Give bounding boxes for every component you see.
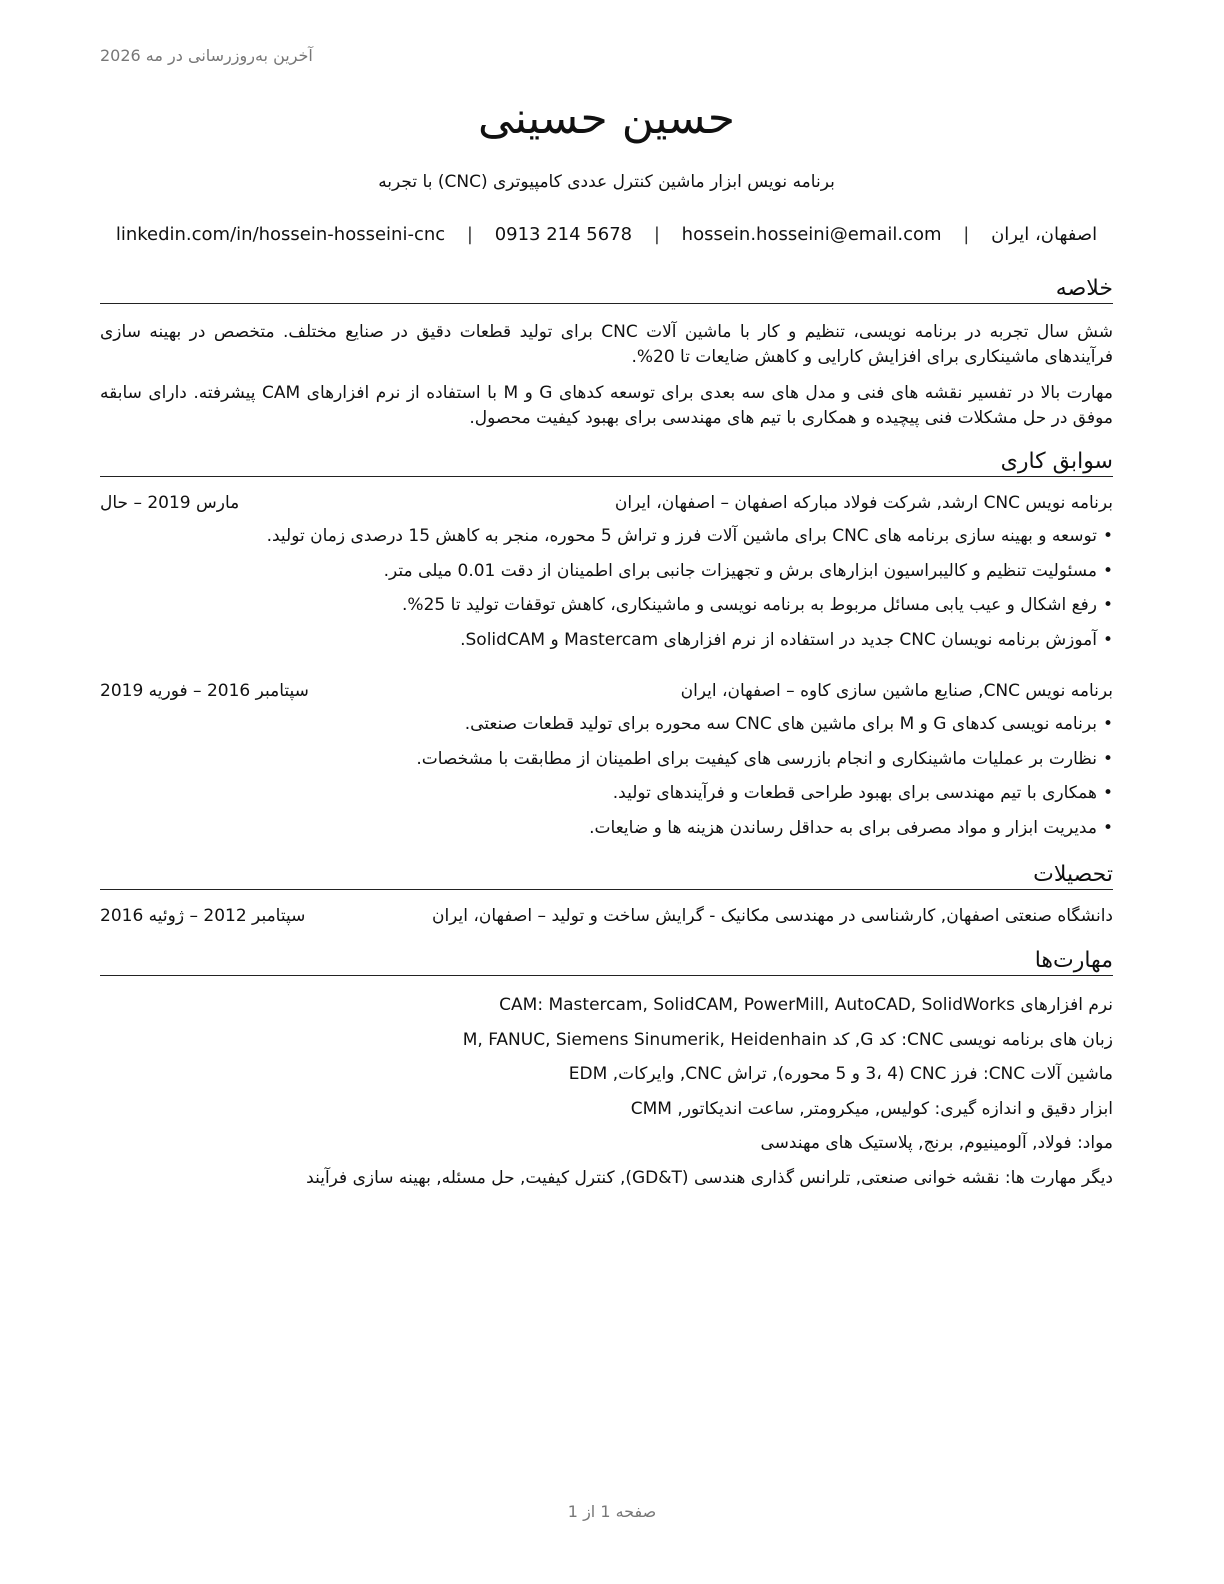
education-date-end: ژوئیه 2016 (100, 906, 185, 926)
job-date-start: مارس 2019 (147, 493, 240, 513)
contact-separator: | (963, 224, 970, 245)
list-item (100, 746, 1113, 781)
job-date-end: حال (100, 493, 129, 513)
job-bullets (100, 523, 1113, 661)
bullet-icon: • (1102, 629, 1113, 650)
bullet-text: رفع اشکال و عیب یابی مسائل مربوط به برنامه نویسی و ماشینکاری، کاهش توقفات تولید تا 25%. (402, 595, 1097, 615)
last-updated: آخرین به‌روزرسانی در مه 2026 (100, 46, 313, 65)
bullet-text: برنامه نویسی کدهای G و M برای ماشین های CNC سه محوره برای تولید قطعات صنعتی. (464, 714, 1097, 734)
education-title: دانشگاه صنعتی اصفهان, کارشناسی در مهندسی مکانیک - گرایش ساخت و تولید – اصفهان، ایران (431, 906, 1113, 926)
list-item (100, 815, 1113, 850)
education-date-start: سپتامبر 2012 (203, 906, 306, 926)
bullet-text: توسعه و بهینه سازی برنامه های CNC برای ماشین آلات فرز و تراش 5 محوره، منجر به کاهش 15 درصدی زمان تولید. (266, 526, 1097, 546)
skill-line: مواد: فولاد, آلومینیوم, برنج, پلاستیک های مهندسی (760, 1133, 1113, 1153)
job-date-start: سپتامبر 2016 (206, 681, 309, 701)
job-dates (100, 493, 333, 513)
bullet-text: نظارت بر عملیات ماشینکاری و انجام بازرسی های کیفیت برای اطمینان از مطابقت با مشخصات. (416, 748, 1097, 769)
bullet-icon: • (1102, 560, 1113, 581)
list-item (100, 558, 1113, 593)
section-title-skills: مهارت‌ها (100, 948, 1113, 976)
job-header (100, 681, 1113, 707)
job-bullets (100, 711, 1113, 849)
skills-list (100, 992, 1113, 1199)
list-item (100, 780, 1113, 815)
candidate-name: حسین حسینی (478, 93, 735, 144)
bullet-icon: • (1102, 714, 1113, 734)
resume-page (100, 0, 1113, 1584)
bullet-text: آموزش برنامه نویسان CNC جدید در استفاده از نرم افزارهای Mastercam و SolidCAM. (460, 629, 1097, 650)
skill-line: ابزار دقیق و اندازه گیری: کولیس, میکرومتر, ساعت اندیکاتور, CMM (630, 1098, 1113, 1119)
skill-line: نرم افزارهای CAM: Mastercam, SolidCAM, PowerMill, AutoCAD, SolidWorks (499, 995, 1113, 1015)
contact-email[interactable]: hossein.hosseini@email.com (681, 224, 942, 245)
skill-line: ماشین آلات CNC: فرز CNC (3، 4 و 5 محوره), تراش CNC, وایرکات, EDM (568, 1064, 1113, 1084)
list-item (100, 523, 1113, 558)
skill-line: زبان های برنامه نویسی CNC: کد G, کد M, FANUC, Siemens Sinumerik, Heidenhain (462, 1029, 1113, 1050)
contact-line (100, 224, 1113, 245)
contact-separator: | (653, 224, 660, 245)
section-title-experience: سوابق کاری (100, 449, 1113, 477)
education-entry (100, 906, 1113, 932)
list-item (100, 592, 1113, 627)
bullet-icon: • (1102, 526, 1113, 546)
contact-linkedin[interactable]: linkedin.com/in/hossein-hosseini-cnc (115, 224, 446, 245)
headline: برنامه نویس ابزار ماشین کنترل عددی کامپیوتری (CNC) با تجربه (378, 172, 835, 192)
job-header (100, 493, 1113, 519)
summary-paragraph-1: شش سال تجربه در برنامه نویسی، تنظیم و کار با ماشین آلات CNC برای تولید قطعات دقیق در صنایع مختلف. متخصص در بهینه سازی فرآیندهای ماشینکاری برای افزایش کارایی و کاهش ضایعات تا 20%. (100, 322, 1114, 367)
job-dates (100, 681, 333, 701)
contact-phone[interactable]: 0913 214 5678 (494, 224, 633, 245)
bullet-icon: • (1102, 783, 1113, 803)
job-date-end: فوریه 2019 (100, 681, 188, 701)
list-item (100, 711, 1113, 746)
job-title: برنامه نویس CNC, صنایع ماشین سازی کاوه – اصفهان، ایران (680, 681, 1113, 701)
skill-line: دیگر مهارت ها: نقشه خوانی صنعتی, تلرانس گذاری هندسی (GD&T), کنترل کیفیت, حل مسئله, بهینه سازی فرآیند (306, 1167, 1113, 1188)
education-dates (100, 906, 333, 926)
bullet-icon: • (1102, 817, 1113, 838)
job-title: برنامه نویس CNC ارشد, شرکت فولاد مبارکه اصفهان – اصفهان، ایران (614, 493, 1113, 513)
bullet-text: مدیریت ابزار و مواد مصرفی برای به حداقل رساندن هزینه ها و ضایعات. (589, 817, 1097, 838)
list-item (100, 627, 1113, 662)
date-dash: – (189, 906, 198, 926)
section-title-summary: خلاصه (100, 276, 1113, 304)
date-dash: – (133, 493, 142, 513)
contact-location: اصفهان، ایران (991, 224, 1098, 245)
bullet-text: همکاری با تیم مهندسی برای بهبود طراحی قطعات و فرآیندهای تولید. (612, 783, 1097, 803)
bullet-text: مسئولیت تنظیم و کالیبراسیون ابزارهای برش و تجهیزات جانبی برای اطمینان از دقت 0.01 میلی متر. (383, 560, 1097, 581)
summary-paragraph-2: مهارت بالا در تفسیر نقشه های فنی و مدل های سه بعدی برای توسعه کدهای G و M با استفاده از نرم افزارهای CAM پیشرفته. دارای سابقه موفق در حل مشکلات فنی پیچیده و همکاری با تیم های مهندسی برای بهبود کیفیت محصول. (100, 383, 1113, 428)
section-title-education: تحصیلات (100, 862, 1113, 890)
contact-separator: | (466, 224, 473, 245)
bullet-icon: • (1102, 595, 1113, 615)
bullet-icon: • (1102, 748, 1113, 769)
page-number: صفحه 1 از 1 (567, 1502, 657, 1521)
date-dash: – (193, 681, 202, 701)
